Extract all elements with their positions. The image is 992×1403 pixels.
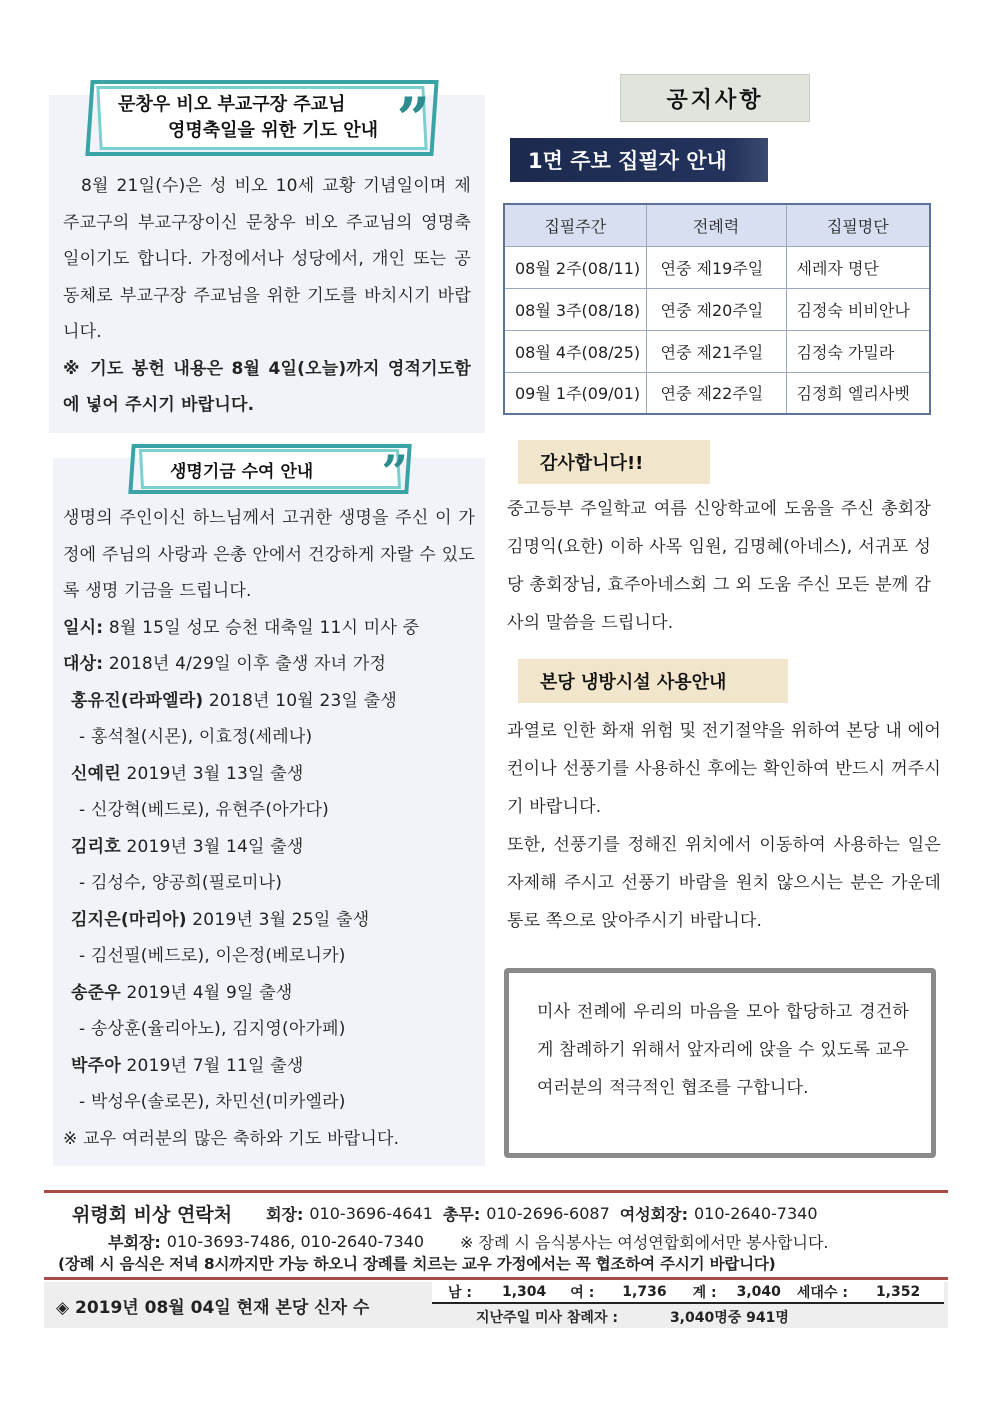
contacts-title: 위령회 비상 연락처 [72,1203,233,1226]
secretary-label: 총무: [442,1204,481,1224]
table-row: 08월 2주(08/11) 연중 제19주일 세레자 명단 [504,246,930,288]
child-item: 홍유진(라파엘라) 2018년 10월 23일 출생 [71,690,397,711]
prayer-paragraph: 8월 21일(수)은 성 비오 10세 교황 기념일이며 제주교구의 부교구장이신 문창우 비오 주교님의 영명축일이기도 합니다. 가정에서나 성당에서, 개인 또는 공동체로 부교구장 주교님을 위한 기도를 바치시기 바랍니다. [63,176,471,342]
table-row: 09월 1주(09/01) 연중 제22주일 김정희 엘리사벳 [504,372,930,414]
stats-label: ◈ 2019년 08월 04일 현재 본당 신자 수 [56,1298,370,1318]
male-count: 1,304 [502,1284,547,1300]
writers-banner: 1면 주보 집필자 안내 [510,138,768,182]
table-header: 집필명단 [786,204,930,246]
attend-label: 지난주일 미사 참례자 : [476,1310,618,1326]
vice-phone: 010-3693-7486, 010-2640-7340 [166,1231,424,1251]
life-fund-intro: 생명의 주인이신 하느님께서 고귀한 생명을 주신 이 가정에 주님의 사랑과 은총 안에서 건강하게 자랄 수 있도록 생명 기금을 드립니다. [63,508,475,601]
stats-attendance [476,1306,936,1328]
female-label: 여 : [570,1285,595,1301]
table-row: 08월 4주(08/25) 연중 제21주일 김정숙 가밀라 [504,330,930,372]
child-item: 박주아 2019년 7월 11일 출생 [71,1055,304,1076]
child-parents: - 송상훈(율리아노), 김지영(아가페) [79,1019,346,1039]
funeral-note: ※ 장례 시 음식봉사는 여성연합회에서만 봉사합니다. [460,1232,829,1252]
when-value: 8월 15일 성모 승천 대축일 11시 미사 중 [108,617,420,638]
prayer-title-line1: 문창우 비오 부교구장 주교님 [118,94,346,115]
table-header: 집필주간 [504,204,646,246]
prayer-title-line2: 영명축일을 위한 기도 안내 [168,120,379,141]
women-label: 여성회장: [619,1204,688,1224]
funeral-note2: (장례 시 음식은 저녁 8시까지만 가능 하오니 장례를 치르는 교우 가정에서는 꼭 협조하여 주시기 바랍니다) [58,1255,776,1273]
total-label: 계 : [692,1285,717,1301]
mass-notice-text: 미사 전례에 우리의 마음을 모아 합당하고 경건하게 참례하기 위해서 앞자리에 앉을 수 있도록 교우 여러분의 적극적인 협조를 구합니다. [537,1002,909,1098]
child-item: 송준우 2019년 4월 9일 출생 [71,982,293,1003]
table-header: 전례력 [646,204,786,246]
child-parents: - 홍석철(시몬), 이효정(세레나) [79,727,313,747]
aircon-text1: 과열로 인한 화재 위험 및 전기절약을 위하여 본당 내 에어컨이나 선풍기를 사용하신 후에는 확인하여 반드시 꺼주시기 바랍니다. [507,721,941,817]
contacts-row1 [72,1198,942,1228]
women-phone: 010-2640-7340 [693,1203,818,1223]
footer-divider-2 [44,1277,948,1280]
thanks-body: 중고등부 주일학교 여름 신앙학교에 도움을 주신 총회장 김명익(요한) 이하 사목 임원, 김명혜(아네스), 서귀포 성당 총회장님, 효주아네스회 그 외 도움 주신 모든 분께 감사의 말씀을 드립니다. [507,499,931,633]
prayer-body [63,168,471,424]
life-fund-closing: ※ 교우 여러분의 많은 축하와 기도 바랍니다. [63,1128,400,1149]
president-label: 회장: [266,1204,304,1224]
thanks-banner: 감사합니다!! [518,440,710,484]
target-label: 대상: [63,654,104,674]
child-parents: - 김선필(베드로), 이은정(베로니카) [79,946,346,966]
stats-counts [432,1282,944,1304]
president-phone: 010-3696-4641 [309,1203,433,1223]
life-fund-target [63,646,475,683]
child-item: 신예린 2019년 3월 13일 출생 [71,763,304,784]
life-fund-body [63,500,475,1157]
vice-label: 부회장: [108,1232,161,1252]
table-row: 08월 3주(08/18) 연중 제20주일 김정숙 비비안나 [504,288,930,330]
contacts-row2 [108,1229,948,1253]
footer-divider [44,1190,948,1193]
table-header-row [504,204,930,246]
life-fund-banner [130,444,410,499]
target-value: 2018년 4/29일 이후 출생 자녀 가정 [108,654,387,674]
aircon-body [507,712,941,940]
total-count: 3,040 [736,1284,781,1300]
writers-table [503,203,931,415]
child-item: 김리호 2019년 3월 14일 출생 [71,836,304,857]
mass-notice-box [504,968,936,1158]
life-fund-when [63,610,475,647]
female-count: 1,736 [622,1284,667,1300]
attend-count: 3,040명중 941명 [669,1310,789,1326]
secretary-phone: 010-2696-6087 [486,1203,610,1223]
quote-icon: ” [381,445,408,499]
prayer-note: ※ 기도 봉헌 내용은 8월 4일(오늘)까지 영적기도함에 넣어 주시기 바랍니다. [63,358,471,415]
notice-title: 공지사항 [620,74,810,122]
aircon-text2: 또한, 선풍기를 정해진 위치에서 이동하여 사용하는 일은 자제해 주시고 선풍기 바람을 원치 않으시는 분은 가운데 통로 쪽으로 앉아주시기 바랍니다. [507,835,941,931]
when-label: 일시: [63,617,104,638]
child-parents: - 신강혁(베드로), 유현주(아가다) [79,800,329,820]
households-label: 세대수 : [796,1285,848,1301]
life-fund-title: 생명기금 수여 안내 [170,461,314,482]
quote-icon: ” [396,85,430,153]
prayer-banner [88,80,436,156]
child-item: 김지은(마리아) 2019년 3월 25일 출생 [71,909,370,930]
male-label: 남 : [448,1285,472,1301]
child-parents: - 김성수, 양공희(필로미나) [79,873,283,893]
aircon-banner: 본당 냉방시설 사용안내 [518,659,788,703]
households-count: 1,352 [875,1284,921,1300]
child-parents: - 박성우(솔로몬), 차민선(미카엘라) [79,1092,346,1112]
